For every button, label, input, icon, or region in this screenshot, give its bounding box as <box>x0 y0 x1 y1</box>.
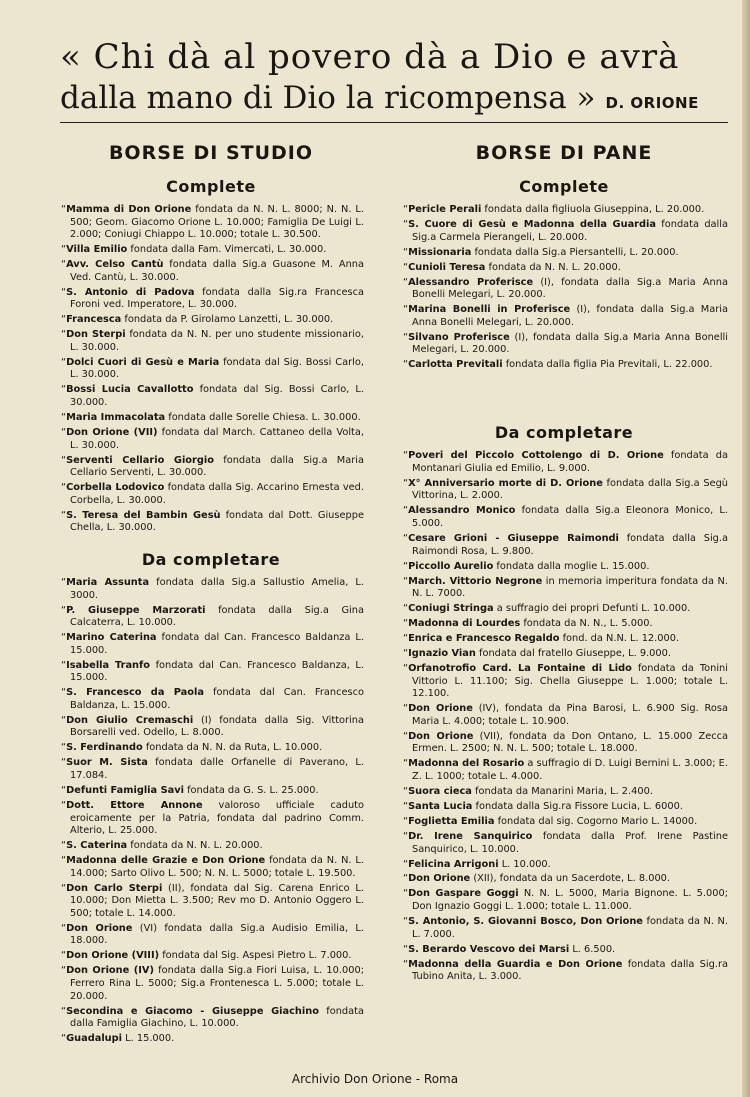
entry-item: “Dott. Ettore Annone valoroso ufficiale caduto eroicamente per la Patria, fondata dal padrino Comm. Alterio, L. 25.000. <box>61 799 364 837</box>
entry-name: Marino Caterina <box>66 632 157 644</box>
entry-item: “Francesca fondata da P. Girolamo Lanzetti, L. 30.000. <box>61 314 334 326</box>
entry-text: fondata da N. N. L. 20.000. <box>127 840 263 852</box>
entry-text: fondata da N. N. L. 8000; N. N. L. 500; Geom. Giacomo Orione L. 10.000; Famiglia De Luigi L. 2.000; Coniugi Chiappo L. 10.000; totale L. 30.500. <box>70 204 364 241</box>
entry-name: S. Antonio, S. Giovanni Bosco, Don Orione <box>408 916 643 928</box>
entry-text: fondata dalle Orfanelle di Paverano, L. 17.084. <box>70 757 364 781</box>
entry-item: “Pericle Perali fondata dalla figliuola Giuseppina, L. 20.000. <box>403 204 705 215</box>
column-borse-di-pane <box>400 140 728 986</box>
entry-text: L. 10.000. <box>498 858 551 870</box>
entry-list-studio-da-completare <box>58 577 364 1046</box>
entry-text: (XII), fondata da un Sacerdote, L. 8.000. <box>470 873 671 885</box>
entry-item: “Bossi Lucia Cavallotto fondata dal Sig. Bossi Carlo, L. 30.000. <box>61 384 364 409</box>
subsection-title-pane-da-completare: Da completare <box>494 423 634 443</box>
entry-text: a suffragio di D. Luigi Bernini L. 3.000; E. Z. L. 1000; totale L. 4.000. <box>412 758 728 782</box>
entry-item: “Missionaria fondata dalla Sig.a Piersantelli, L. 20.000. <box>403 246 679 258</box>
entry-item: “Carlotta Previtali fondata dalla figlia Pia Previtali, L. 22.000. <box>403 359 713 371</box>
archive-footer: Archivio Don Orione - Roma <box>291 1072 459 1086</box>
entry-text: (I), fondata dalla Sig.a Maria Anna Bonelli Melegari, L. 20.000. <box>412 331 729 356</box>
entry-text: fondata dal Dott. Giuseppe Chella, L. 30.000. <box>70 509 364 534</box>
entry-name: Pericle Perali <box>408 204 482 215</box>
entry-name: Ignazio Vian <box>408 648 476 660</box>
entry-text: L. 15.000. <box>122 1033 175 1045</box>
entry-item: “Maria Assunta fondata dalla Sig.a Sallustio Amelia, L. 3000. <box>61 576 364 601</box>
entry-item: “Cesare Grioni - Giuseppe Raimondi fondata dalla Sig.a Raimondi Rosa, L. 9.800. <box>403 532 728 557</box>
entry-item: “Dr. Irene Sanquirico fondata dalla Prof. Irene Pastine Sanquirico, L. 10.000. <box>403 830 728 855</box>
entry-name: Guadalupi <box>66 1033 123 1045</box>
entry-name: P. Giuseppe Marzorati <box>66 604 206 616</box>
entry-item: “Coniugi Stringa a suffragio dei propri Defunti L. 10.000. <box>403 603 691 615</box>
entry-name: Madonna del Rosario <box>408 758 525 770</box>
entry-item: “Marino Caterina fondata dal Can. Francesco Baldanza L. 15.000. <box>61 632 364 656</box>
entry-name: Madonna delle Grazie e Don Orione <box>66 855 266 867</box>
column-borse-di-studio <box>58 140 364 1048</box>
entry-text: (II), fondata dal Sig. Carena Enrico L. 10.000; Don Mietta L. 3.500; Rev mo D. Antonio Oggero L. 500; totale L. 14.000. <box>70 882 364 919</box>
headline-line-2 <box>60 78 725 123</box>
entry-text: fondata dal Sig. Bossi Carlo, L. 30.000. <box>70 384 364 409</box>
entry-item: “S. Cuore di Gesù e Madonna della Guardia fondata dalla Sig.a Carmela Pierangeli, L. 20.000. <box>403 218 728 243</box>
entry-text: fondata dal Can. Francesco Baldanza, L. 15.000. <box>70 659 364 684</box>
entry-name: Don Orione (VII) <box>66 427 158 439</box>
entry-item: “Don Orione (VI) fondata dalla Sig.a Audisio Emilia, L. 18.000. <box>61 922 364 947</box>
entry-text: fondata da Tonini Vittorio L. 11.100; Sig. Chella Giuseppe L. 1.000; totale L. 12.100. <box>412 663 728 700</box>
entry-text: fondata dalla Sig.ra Tubino Anita, L. 3.000. <box>412 958 728 983</box>
entry-text: fondata da G. S. L. 25.000. <box>183 784 319 796</box>
entry-text: fondata dal Sig. Bossi Carlo, L. 30.000. <box>70 356 364 381</box>
entry-text: fondata da N. N. per uno studente missionario, L. 30.000. <box>70 329 364 353</box>
entry-text: (I), fondata dalla Sig.a Maria Anna Bonelli Melegari, L. 20.000. <box>412 276 728 301</box>
entry-item: “Don Orione (XII), fondata da un Sacerdote, L. 8.000. <box>403 873 671 885</box>
entry-name: Don Orione <box>408 873 471 885</box>
entry-text: (IV), fondata da Pina Barosi, L. 6.900 Sig. Rosa Maria L. 4.000; totale L. 10.900. <box>412 703 728 727</box>
entry-text: fondata da N. N. da Ruta, L. 10.000. <box>142 742 323 754</box>
entry-text: in memoria imperitura fondata da N. N. L. 7000. <box>412 575 728 600</box>
entry-text: fondata dalla Prof. Irene Pastine Sanquirico, L. 10.000. <box>412 830 728 855</box>
entry-name: Marina Bonelli in Proferisce <box>408 304 571 316</box>
entry-name: Don Orione (VIII) <box>66 950 160 962</box>
entry-text: fondata dalla Sig.a Guasone M. Anna Ved. Cantù, L. 30.000. <box>70 259 364 283</box>
subsection-title-studio-complete: Complete <box>166 177 256 196</box>
section-title-pane: BORSE DI PANE <box>475 142 653 164</box>
entry-item: “Don Orione (IV) fondata dalla Sig.a Fiori Luisa, L. 10.000; Ferrero Rina L. 5000; Sig.a Frontenesca L. 5.000; totale L. 20.000. <box>61 965 364 1002</box>
entry-name: Enrica e Francesco Regaldo <box>408 633 560 645</box>
entry-item: “P. Giuseppe Marzorati fondata dalla Sig.a Gina Calcaterra, L. 10.000. <box>61 604 364 629</box>
entry-item: “Madonna delle Grazie e Don Orione fondata da N. N. L. 14.000; Sarto Olivo L. 500; N. N. L. 5000; totale L. 19.500. <box>61 855 364 879</box>
entry-list-pane-complete <box>400 204 728 372</box>
entry-name: S. Antonio di Padova <box>66 286 195 298</box>
entry-item: “Santa Lucia fondata dalla Sig.ra Fissore Lucia, L. 6000. <box>403 800 683 812</box>
headline-rule <box>60 122 728 123</box>
entry-name: Cunioli Teresa <box>408 261 486 273</box>
entry-name: Don Orione <box>408 730 474 742</box>
entry-text: fondata da N. N. L. 20.000. <box>485 261 621 273</box>
entry-name: Don Orione <box>66 922 133 934</box>
entry-name: Madonna di Lourdes <box>408 618 521 630</box>
entry-item: “Madonna del Rosario a suffragio di D. Luigi Bernini L. 3.000; E. Z. L. 1000; totale L. 4.000. <box>403 758 728 782</box>
entry-text: (VI) fondata dalla Sig.a Audisio Emilia, L. 18.000. <box>70 922 364 947</box>
entry-item: “Don Gaspare Goggi N. N. L. 5000, Maria Bignone. L. 5.000; Don Ignazio Goggi L. 1.000; totale L. 11.000. <box>403 888 729 913</box>
entry-name: Serventi Cellario Giorgio <box>66 454 214 466</box>
entry-item: “Don Orione (VII) fondata dal March. Cattaneo della Volta, L. 30.000. <box>61 427 364 451</box>
entry-item: “Madonna della Guardia e Don Orione fondata dalla Sig.ra Tubino Anita, L. 3.000. <box>403 958 728 983</box>
headline-line-2-text: dalla mano di Dio la ricompensa » <box>60 80 596 116</box>
entry-text: fondata dalla figliuola Giuseppina, L. 20.000. <box>481 204 705 215</box>
entry-item: “Felicina Arrigoni L. 10.000. <box>403 858 551 870</box>
entry-item: “Don Orione (VII), fondata da Don Ontano, L. 15.000 Zecca Ermen. L. 2500; N. N. L. 500; totale L. 18.000. <box>403 730 728 755</box>
entry-name: Maria Assunta <box>66 576 150 588</box>
entry-name: S. Ferdinando <box>66 742 143 754</box>
entry-name: Madonna della Guardia e Don Orione <box>408 958 623 970</box>
entry-name: Corbella Lodovico <box>66 482 165 494</box>
entry-item: “Dolci Cuori di Gesù e Maria fondata dal Sig. Bossi Carlo, L. 30.000. <box>61 356 364 381</box>
entry-item: “Alessandro Proferisce (I), fondata dalla Sig.a Maria Anna Bonelli Melegari, L. 20.000. <box>403 276 728 301</box>
entry-item: “Piccollo Aurelio fondata dalla moglie L. 15.000. <box>403 560 650 572</box>
entry-name: Avv. Celso Cantù <box>66 259 164 271</box>
entry-name: Foglietta Emilia <box>408 815 495 827</box>
entry-text: fondata da N. N. L. 14.000; Sarto Olivo L. 500; N. N. L. 5000; totale L. 19.500. <box>70 855 364 879</box>
entry-text: fondata da P. Girolamo Lanzetti, L. 30.000. <box>121 314 334 326</box>
entry-name: Bossi Lucia Cavallotto <box>66 384 194 396</box>
entry-name: Poveri del Piccolo Cottolengo di D. Orione <box>408 450 664 462</box>
entry-item: “Maria Immacolata fondata dalle Sorelle Chiesa. L. 30.000. <box>61 412 361 424</box>
entry-name: Felicina Arrigoni <box>408 858 499 870</box>
entry-item: “Secondina e Giacomo - Giuseppe Giachino fondata dalla Famiglia Giachino, L. 10.000. <box>61 1005 364 1030</box>
entry-text: fondata dalla Sig.a Eleonora Monico, L. 5.000. <box>412 505 728 529</box>
entry-text: fondata dalla Famiglia Giachino, L. 10.000. <box>70 1005 364 1030</box>
entry-name: Mamma di Don Orione <box>66 204 192 215</box>
entry-name: Alessandro Proferisce <box>408 276 534 288</box>
entry-text: valoroso ufficiale caduto eroicamente per la Patria, fondata dal padrino Comm. Alterio, L. 25.000. <box>70 799 364 837</box>
subsection-title-studio-da-completare: Da completare <box>141 549 281 569</box>
entry-name: S. Cuore di Gesù e Madonna della Guardia <box>408 218 656 230</box>
entry-name: Maria Immacolata <box>66 412 166 424</box>
entry-text: fondata da Montanari Giulia ed Emilio, L. 9.000. <box>412 450 729 474</box>
entry-text: N. N. L. 5000, Maria Bignone. L. 5.000; Don Ignazio Goggi L. 1.000; totale L. 11.000. <box>412 888 729 913</box>
entry-text: fondata dalla Sig.a Maria Cellario Serventi, L. 30.000. <box>70 454 364 479</box>
entry-name: S. Teresa del Bambin Gesù <box>66 509 221 521</box>
entry-text: fond. da N.N. L. 12.000. <box>559 633 680 645</box>
entry-item: “Isabella Tranfo fondata dal Can. Francesco Baldanza, L. 15.000. <box>61 659 364 684</box>
entry-text: fondata da N. N. L. 7.000. <box>412 916 728 940</box>
entry-name: Missionaria <box>408 246 472 258</box>
entry-item: “Enrica e Francesco Regaldo fond. da N.N. L. 12.000. <box>403 633 680 645</box>
entry-name: Santa Lucia <box>408 800 473 812</box>
entry-text: L. 6.500. <box>569 943 616 955</box>
entry-item: “Don Orione (VIII) fondata dal Sig. Aspesi Pietro L. 7.000. <box>61 950 352 962</box>
entry-text: fondata dalla Sig.a Sallustio Amelia, L. 3000. <box>70 576 364 601</box>
entry-item: “Don Giulio Cremaschi (I) fondata dalla Sig. Vittorina Borsarelli ved. Odello, L. 8.000. <box>61 714 364 739</box>
entry-item: “Silvano Proferisce (I), fondata dalla Sig.a Maria Anna Bonelli Melegari, L. 20.000. <box>403 331 729 356</box>
entry-item: “X° Anniversario morte di D. Orione fondata dalla Sig.a Segù Vittorina, L. 2.000. <box>403 477 729 502</box>
entry-item: “S. Teresa del Bambin Gesù fondata dal Dott. Giuseppe Chella, L. 30.000. <box>61 509 364 534</box>
entry-name: Alessandro Monico <box>408 505 516 517</box>
headline-line-1: « Chi dà al povero dà a Dio e avrà <box>60 37 680 77</box>
entry-item: “Defunti Famiglia Savi fondata da G. S. L. 25.000. <box>61 784 319 796</box>
entry-item: “Suor M. Sista fondata dalle Orfanelle di Paverano, L. 17.084. <box>61 757 364 781</box>
entry-name: Don Orione (IV) <box>66 965 154 977</box>
entry-item: “Marina Bonelli in Proferisce (I), fondata dalla Sig.a Maria Anna Bonelli Melegari, L. 20.000. <box>403 304 729 328</box>
entry-item: “Serventi Cellario Giorgio fondata dalla Sig.a Maria Cellario Serventi, L. 30.000. <box>61 454 364 479</box>
entry-item: “S. Antonio, S. Giovanni Bosco, Don Orione fondata da N. N. L. 7.000. <box>403 916 728 940</box>
entry-name: March. Vittorio Negrone <box>408 575 543 587</box>
entry-list-studio-complete <box>58 204 364 535</box>
entry-name: Suor M. Sista <box>66 757 148 769</box>
page-edge-shadow <box>742 0 750 1097</box>
entry-text: fondata dalla Sig.a Segù Vittorina, L. 2.000. <box>412 477 729 502</box>
entry-text: fondata dalla Sig.a Piersantelli, L. 20.000. <box>471 246 679 258</box>
entry-name: Coniugi Stringa <box>408 603 494 615</box>
entry-text: fondata dal Can. Francesco Baldanza L. 15.000. <box>70 632 364 656</box>
entry-text: fondata dalla Sig.ra Francesca Foroni ved. Imperatore, L. 30.000. <box>70 286 364 311</box>
subsection-title-pane-complete: Complete <box>519 177 609 196</box>
entry-item: “S. Ferdinando fondata da N. N. da Ruta, L. 10.000. <box>61 742 323 754</box>
entry-text: fondata dalle Sorelle Chiesa. L. 30.000. <box>165 412 361 424</box>
entry-text: (I), fondata dalla Sig.a Maria Anna Bonelli Melegari, L. 20.000. <box>412 304 729 328</box>
entry-item: “Don Sterpi fondata da N. N. per uno studente missionario, L. 30.000. <box>61 329 364 353</box>
entry-text: fondata dal March. Cattaneo della Volta, L. 30.000. <box>70 427 364 451</box>
entry-text: fondata dalla Sig.a Fiori Luisa, L. 10.000; Ferrero Rina L. 5000; Sig.a Frontenesca L. 5.000; totale L. 20.000. <box>70 965 364 1002</box>
entry-name: Defunti Famiglia Savi <box>66 784 184 796</box>
entry-item: “Alessandro Monico fondata dalla Sig.a Eleonora Monico, L. 5.000. <box>403 505 728 529</box>
entry-text: fondata dalla figlia Pia Previtali, L. 22.000. <box>502 359 713 371</box>
entry-text: fondata dalla Sig.a Gina Calcaterra, L. 10.000. <box>70 604 364 629</box>
entry-list-pane-da-completare <box>400 450 728 984</box>
entry-name: Piccollo Aurelio <box>408 560 494 572</box>
entry-text: fondata dalla Sig.a Raimondi Rosa, L. 9.800. <box>412 532 728 557</box>
entry-name: Dott. Ettore Annone <box>66 799 203 811</box>
entry-name: Dr. Irene Sanquirico <box>408 830 533 842</box>
entry-item: “Orfanotrofio Card. La Fontaine di Lido fondata da Tonini Vittorio L. 11.100; Sig. Chella Giuseppe L. 1.000; totale L. 12.100. <box>403 663 728 700</box>
entry-name: Isabella Tranfo <box>66 659 151 671</box>
entry-item: “Corbella Lodovico fondata dalla Sig. Accarino Ernesta ved. Corbella, L. 30.000. <box>61 482 364 506</box>
entry-text: fondata da Manarini Maria, L. 2.400. <box>471 785 653 797</box>
entry-text: fondata da N. N., L. 5.000. <box>520 618 653 630</box>
entry-name: Carlotta Previtali <box>408 359 503 371</box>
entry-item: “Don Carlo Sterpi (II), fondata dal Sig. Carena Enrico L. 10.000; Don Mietta L. 3.500; Rev mo D. Antonio Oggero L. 500; totale L. 14.000. <box>61 882 364 919</box>
entry-text: (I) fondata dalla Sig. Vittorina Borsarelli ved. Odello, L. 8.000. <box>70 714 364 739</box>
entry-name: Don Gaspare Goggi <box>408 888 519 900</box>
entry-item: “Mamma di Don Orione fondata da N. N. L. 8000; N. N. L. 500; Geom. Giacomo Orione L. 10.000; Famiglia De Luigi L. 2.000; Coniugi Chiappo L. 10.000; totale L. 30.500. <box>61 204 364 241</box>
entry-name: Villa Emilio <box>66 244 128 256</box>
entry-name: Don Giulio Cremaschi <box>66 714 194 726</box>
entry-text: fondata dal fratello Giuseppe, L. 9.000. <box>475 648 671 660</box>
entry-name: Dolci Cuori di Gesù e Maria <box>66 356 220 368</box>
entry-item: “Suora cieca fondata da Manarini Maria, L. 2.400. <box>403 785 653 797</box>
section-title-studio: BORSE DI STUDIO <box>108 142 314 164</box>
entry-item: “Villa Emilio fondata dalla Fam. Vimercati, L. 30.000. <box>61 244 327 256</box>
entry-name: Don Carlo Sterpi <box>66 882 163 894</box>
entry-item: “Madonna di Lourdes fondata da N. N., L. 5.000. <box>403 618 653 630</box>
entry-text: (VII), fondata da Don Ontano, L. 15.000 Zecca Ermen. L. 2500; N. N. L. 500; totale L. 18.000. <box>412 730 728 755</box>
entry-name: Don Orione <box>408 703 473 715</box>
spacer <box>400 374 728 412</box>
entry-text: fondata dalla Fam. Vimercati, L. 30.000. <box>127 244 327 256</box>
entry-item: “Don Orione (IV), fondata da Pina Barosi, L. 6.900 Sig. Rosa Maria L. 4.000; totale L. 10.900. <box>403 703 728 727</box>
entry-name: S. Francesco da Paola <box>66 687 204 699</box>
entry-item: “S. Antonio di Padova fondata dalla Sig.ra Francesca Foroni ved. Imperatore, L. 30.000. <box>61 286 364 311</box>
entry-name: S. Berardo Vescovo dei Marsi <box>408 943 570 955</box>
entry-item: “Poveri del Piccolo Cottolengo di D. Orione fondata da Montanari Giulia ed Emilio, L. 9.000. <box>403 450 729 474</box>
entry-item: “Guadalupi L. 15.000. <box>61 1033 175 1045</box>
entry-name: Silvano Proferisce <box>408 331 510 343</box>
entry-name: Don Sterpi <box>66 329 126 341</box>
entry-item: “Cunioli Teresa fondata da N. N. L. 20.000. <box>403 261 621 273</box>
entry-item: “Foglietta Emilia fondata dal sig. Cogorno Mario L. 14000. <box>403 815 698 827</box>
entry-name: Francesca <box>66 314 122 326</box>
entry-text: a suffragio dei propri Defunti L. 10.000. <box>493 603 691 615</box>
headline-author: D. ORIONE <box>605 94 699 112</box>
entry-item: “Ignazio Vian fondata dal fratello Giuseppe, L. 9.000. <box>403 648 671 660</box>
entry-text: fondata dalla Sig. Accarino Ernesta ved. Corbella, L. 30.000. <box>70 482 364 506</box>
entry-item: “S. Caterina fondata da N. N. L. 20.000. <box>61 840 263 852</box>
entry-item: “S. Berardo Vescovo dei Marsi L. 6.500. <box>403 943 616 955</box>
headline <box>60 36 725 123</box>
entry-item: “S. Francesco da Paola fondata dal Can. Francesco Baldanza, L. 15.000. <box>61 687 364 711</box>
entry-text: fondata dalla Sig.ra Fissore Lucia, L. 6000. <box>472 800 683 812</box>
entry-text: fondata dal Sig. Aspesi Pietro L. 7.000. <box>159 950 352 962</box>
entry-text: fondata dalla Sig.a Carmela Pierangeli, L. 20.000. <box>412 218 728 243</box>
entry-name: X° Anniversario morte di D. Orione <box>408 477 603 489</box>
entry-item: “Avv. Celso Cantù fondata dalla Sig.a Guasone M. Anna Ved. Cantù, L. 30.000. <box>61 259 364 283</box>
entry-name: Secondina e Giacomo - Giuseppe Giachino <box>66 1005 319 1017</box>
entry-name: Orfanotrofio Card. La Fontaine di Lido <box>408 663 632 675</box>
entry-text: fondata dalla moglie L. 15.000. <box>493 560 650 572</box>
entry-name: Cesare Grioni - Giuseppe Raimondi <box>408 532 619 544</box>
entry-name: Suora cieca <box>408 785 472 797</box>
entry-name: S. Caterina <box>66 840 128 852</box>
entry-text: fondata dal Can. Francesco Baldanza, L. 15.000. <box>70 687 364 711</box>
entry-text: fondata dal sig. Cogorno Mario L. 14000. <box>494 815 698 827</box>
entry-item: “March. Vittorio Negrone in memoria imperitura fondata da N. N. L. 7000. <box>403 575 728 600</box>
